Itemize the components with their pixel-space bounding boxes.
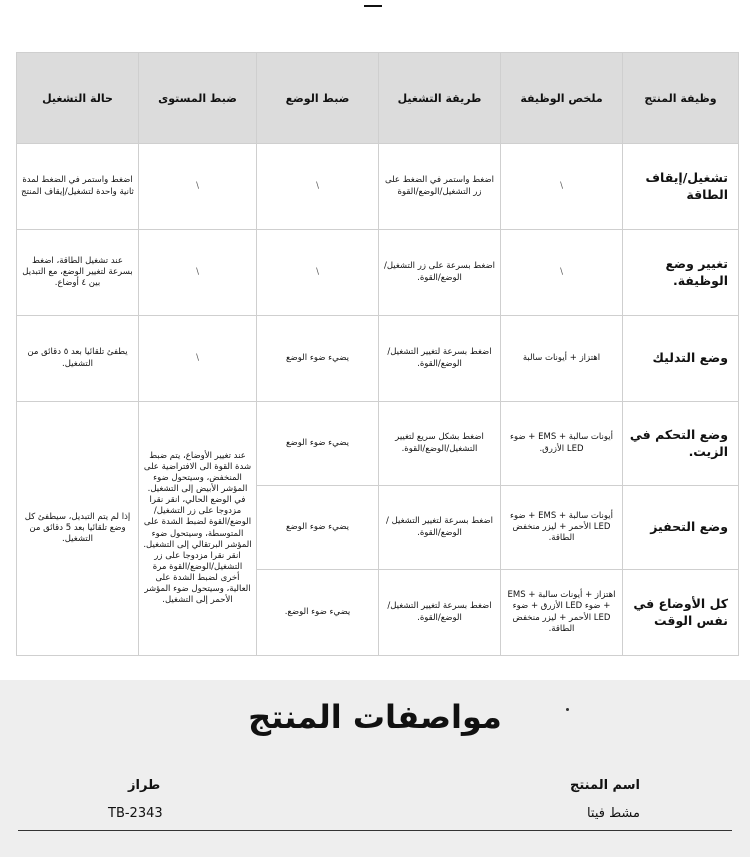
row-mode: يضيء ضوء الوضع xyxy=(257,316,379,402)
row-mode: يضيء ضوء الوضع xyxy=(257,486,379,570)
row-mode: يضيء ضوء الوضع xyxy=(257,402,379,486)
table-row xyxy=(17,402,739,486)
row-summary: اهتزاز + أيونات سالبة xyxy=(501,316,623,402)
row-summary: أيونات سالبة + EMS + ضوء LED الأحمر + ليزر منخفض الطاقة. xyxy=(501,486,623,570)
row-name: وضع التحكم في الزيت. xyxy=(623,402,739,486)
row-summary: اهتزاز + أيونات سالبة + EMS + ضوء LED الأزرق + ضوء LED الأحمر + ليزر منخفض الطاقة. xyxy=(501,570,623,656)
model-value: TB-2343 xyxy=(108,806,163,821)
header-level: ضبط المستوى xyxy=(139,53,257,144)
function-table xyxy=(16,52,739,656)
row-level: \ xyxy=(139,230,257,316)
row-operation: اضغط بسرعة لتغيير التشغيل/الوضع/القوة. xyxy=(379,570,501,656)
merged-level-cell: عند تغيير الأوضاع، يتم ضبط شدة القوة الى الافتراضية على المنخفض، وسيتحول ضوء المؤشر الأبيض إلى التشغيل. في الوضع الحالي، انقر نقرا مزدوجا على زر التشغيل/الوضع/القوة لضبط الشدة على المتوسطة، وسيتحول ضوء المؤشر البرتقالي إلى التشغيل. انقر نقرا مزدوجا على زر التشغيل/الوضع/القوة مرة أخرى لضبط الشدة على العالية، وسيتحول ضوء المؤشر الأحمر إلى التشغيل. xyxy=(139,402,257,656)
table-row xyxy=(17,144,739,230)
row-status: عند تشغيل الطاقة، اضغط بسرعة لتغيير الوضع، مع التبديل بين ٤ أوضاع. xyxy=(17,230,139,316)
row-mode: يضيء ضوء الوضع. xyxy=(257,570,379,656)
header-operation: طريقة التشغيل xyxy=(379,53,501,144)
row-status: اضغط واستمر في الضغط لمدة ثانية واحدة لتشغيل/إيقاف المنتج xyxy=(17,144,139,230)
row-name: وضع التحفيز xyxy=(623,486,739,570)
row-status: يطفئ تلقائيا بعد ٥ دقائق من التشغيل. xyxy=(17,316,139,402)
row-name: كل الأوضاع في نفس الوقت xyxy=(623,570,739,656)
top-dash xyxy=(364,5,382,7)
row-name: وضع التدليك xyxy=(623,316,739,402)
title-dot xyxy=(566,708,569,711)
row-operation: اضغط بسرعة لتغيير التشغيل /الوضع/القوة. xyxy=(379,486,501,570)
row-name: تشغيل/إيقاف الطاقة xyxy=(623,144,739,230)
table-header-row xyxy=(17,53,739,144)
header-mode: ضبط الوضع xyxy=(257,53,379,144)
model-label: طراز xyxy=(128,778,161,793)
row-operation: اضغط بسرعة لتغيير التشغيل/الوضع/القوة. xyxy=(379,316,501,402)
function-table-container xyxy=(16,52,738,650)
row-name: تغيير وضع الوظيفة. xyxy=(623,230,739,316)
row-operation: اضغط واستمر في الضغط على زر التشغيل/الوضع/القوة xyxy=(379,144,501,230)
product-specs-section xyxy=(0,680,750,857)
header-status: حالة التشغيل xyxy=(17,53,139,144)
product-name-value: مشط فيتا xyxy=(586,806,640,821)
row-summary: \ xyxy=(501,144,623,230)
product-name-label: اسم المنتج xyxy=(570,778,640,793)
table-row xyxy=(17,230,739,316)
row-operation: اضغط بشكل سريع لتغيير التشغيل/الوضع/القوة. xyxy=(379,402,501,486)
divider xyxy=(18,830,732,831)
header-function: وظيفة المنتج xyxy=(623,53,739,144)
table-row xyxy=(17,316,739,402)
row-summary: أيونات سالبة + EMS + ضوء LED الأزرق. xyxy=(501,402,623,486)
header-summary: ملخص الوظيفة xyxy=(501,53,623,144)
row-mode: \ xyxy=(257,144,379,230)
row-level: \ xyxy=(139,144,257,230)
specs-title: مواصفات المنتج xyxy=(248,698,502,736)
row-summary: \ xyxy=(501,230,623,316)
row-level: \ xyxy=(139,316,257,402)
row-operation: اضغط بسرعة على زر التشغيل/الوضع/القوة. xyxy=(379,230,501,316)
row-mode: \ xyxy=(257,230,379,316)
merged-status-cell: إذا لم يتم التبديل، سيطفئ كل وضع تلقائيا بعد 5 دقائق من التشغيل. xyxy=(17,402,139,656)
